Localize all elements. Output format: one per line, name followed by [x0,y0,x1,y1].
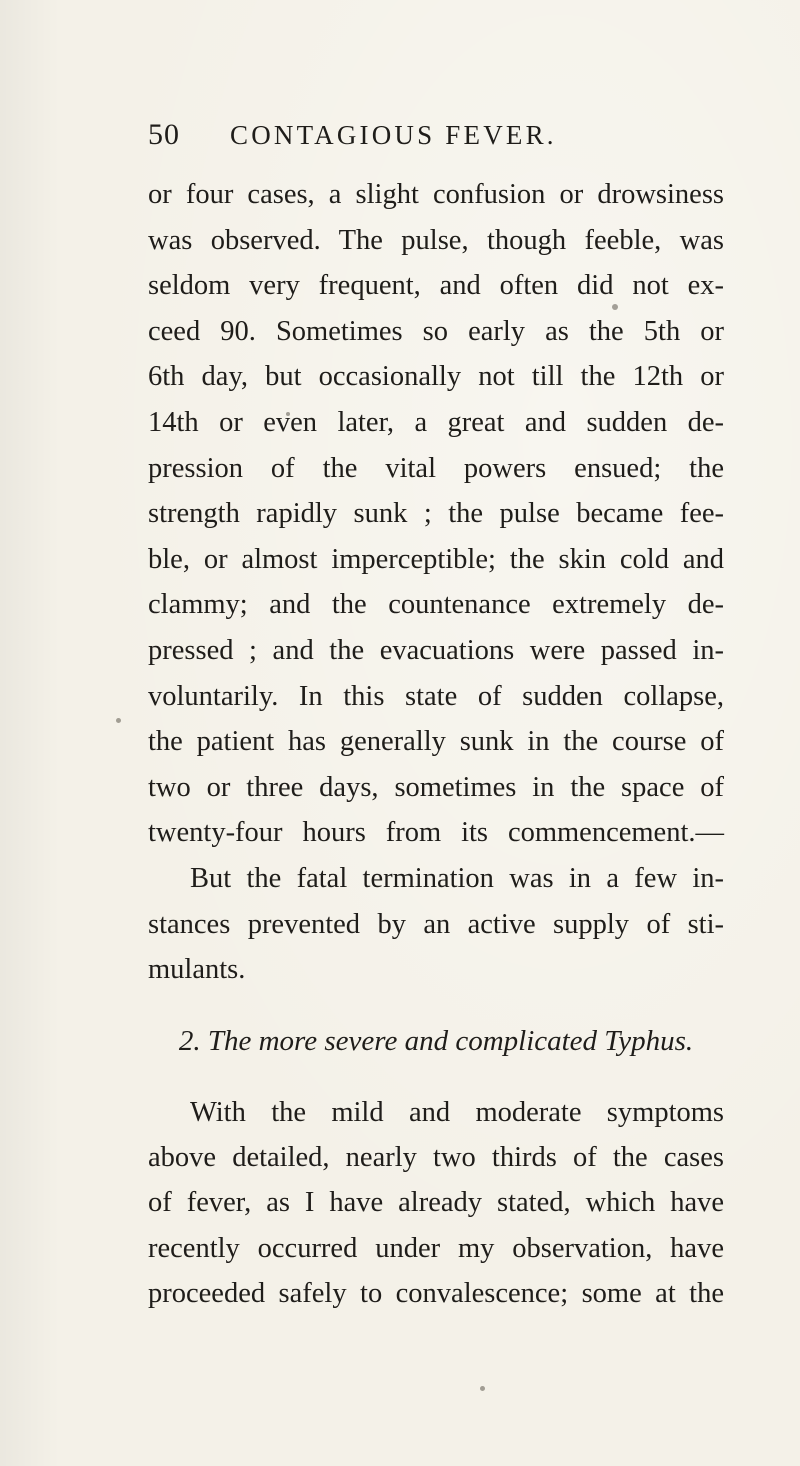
text-line: strength rapidly sunk ; the pulse became fee- [148,498,724,530]
running-head: CONTAGIOUS FEVER. [230,120,557,150]
page-number: 50 [148,118,180,151]
text-line: recently occurred under my observation, have [148,1232,724,1264]
text-line: twenty-four hours from its commencement.— [148,817,724,849]
text-line: or four cases, a slight confusion or drowsiness [148,179,724,210]
text-line: But the fatal termination was in a few in- [190,862,724,894]
text-line: was observed. The pulse, though feeble, was [148,224,724,256]
text-line: ceed 90. Sometimes so early as the 5th or [148,315,724,347]
text-line: proceeded safely to convalescence; some at the [148,1277,724,1309]
section-subheading: 2. The more severe and complicated Typhus. [178,1025,694,1057]
text-line: stances prevented by an active supply of sti- [148,908,724,940]
paper-speck [286,412,290,416]
text-line: ble, or almost imperceptible; the skin cold and [148,543,724,575]
text-line: With the mild and moderate symptoms [190,1097,724,1128]
text-line: above detailed, nearly two thirds of the cases [148,1142,724,1174]
text-line: seldom very frequent, and often did not ex- [148,270,724,302]
page-header [148,118,708,158]
text-line: 6th day, but occasionally not till the 12th or [148,361,724,393]
paragraph-1 [148,172,724,993]
text-line: of fever, as I have already stated, which have [148,1187,724,1219]
text-line: pression of the vital powers ensued; the [148,452,724,484]
text-line: pressed ; and the evacuations were passed in- [148,634,724,666]
text-line: clammy; and the countenance extremely de- [148,589,724,621]
paper-speck [480,1386,485,1391]
paper-speck [612,304,618,310]
paragraph-2 [148,1090,724,1316]
text-line: mulants. [148,954,246,986]
text-line: 14th or even later, a great and sudden de- [148,406,724,438]
text-line: the patient has generally sunk in the course of [148,726,724,758]
text-line: voluntarily. In this state of sudden collapse, [148,680,724,712]
text-line: two or three days, sometimes in the space of [148,771,724,803]
paper-speck [116,718,121,723]
